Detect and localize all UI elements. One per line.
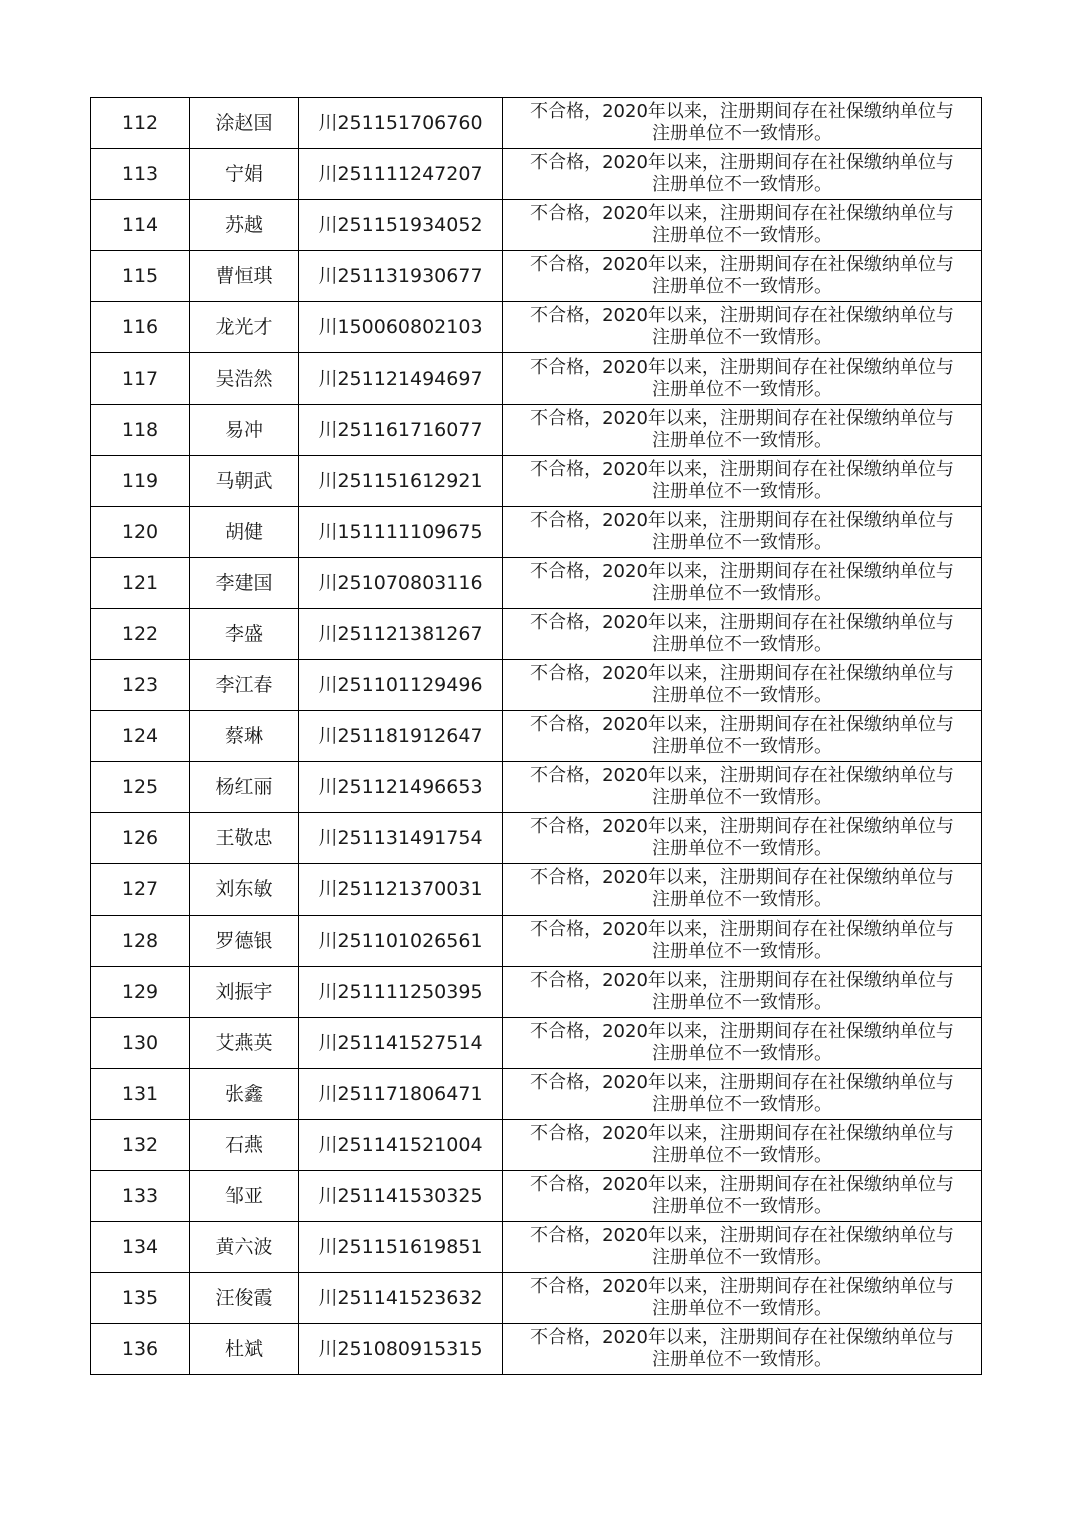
result-text-line-2: 注册单位不一致情形。 — [652, 480, 832, 502]
result-text-line-1: 不合格，2020年以来，注册期间存在社保缴纳单位与 — [530, 101, 954, 123]
row-number-cell: 122 — [91, 608, 190, 659]
person-name-cell: 杜斌 — [190, 1324, 299, 1375]
row-number-cell: 120 — [91, 506, 190, 557]
table-row — [91, 1119, 982, 1170]
results-table-body — [91, 98, 982, 1375]
result-cell — [503, 557, 982, 608]
person-name-cell: 蔡琳 — [190, 711, 299, 762]
row-number-cell: 127 — [91, 864, 190, 915]
result-cell — [503, 302, 982, 353]
row-number-cell: 117 — [91, 353, 190, 404]
row-number-cell: 121 — [91, 557, 190, 608]
row-number-cell: 124 — [91, 711, 190, 762]
certificate-number-cell: 川151111109675 — [299, 506, 503, 557]
result-text-line-2: 注册单位不一致情形。 — [652, 327, 832, 349]
certificate-number-cell: 川251141527514 — [299, 1017, 503, 1068]
result-text-line-1: 不合格，2020年以来，注册期间存在社保缴纳单位与 — [530, 969, 954, 991]
person-name-cell: 苏越 — [190, 200, 299, 251]
person-name-cell: 王敬忠 — [190, 813, 299, 864]
result-text-line-2: 注册单位不一致情形。 — [652, 685, 832, 707]
certificate-number-cell: 川251141521004 — [299, 1119, 503, 1170]
person-name-cell: 张鑫 — [190, 1068, 299, 1119]
table-row — [91, 864, 982, 915]
row-number-cell: 135 — [91, 1273, 190, 1324]
result-text-line-1: 不合格，2020年以来，注册期间存在社保缴纳单位与 — [530, 1071, 954, 1093]
person-name-cell: 艾燕英 — [190, 1017, 299, 1068]
table-row — [91, 1170, 982, 1221]
table-row — [91, 1324, 982, 1375]
table-row — [91, 149, 982, 200]
table-row — [91, 200, 982, 251]
certificate-number-cell: 川251111250395 — [299, 966, 503, 1017]
certificate-number-cell: 川251151612921 — [299, 455, 503, 506]
table-row — [91, 557, 982, 608]
row-number-cell: 133 — [91, 1170, 190, 1221]
person-name-cell: 刘东敏 — [190, 864, 299, 915]
result-text-line-2: 注册单位不一致情形。 — [652, 378, 832, 400]
result-text-line-2: 注册单位不一致情形。 — [652, 1093, 832, 1115]
result-text-line-2: 注册单位不一致情形。 — [652, 1247, 832, 1269]
table-row — [91, 98, 982, 149]
result-cell — [503, 1222, 982, 1273]
result-text-line-2: 注册单位不一致情形。 — [652, 1042, 832, 1064]
row-number-cell: 132 — [91, 1119, 190, 1170]
person-name-cell: 胡健 — [190, 506, 299, 557]
certificate-number-cell: 川251121381267 — [299, 608, 503, 659]
result-cell — [503, 813, 982, 864]
result-text-line-2: 注册单位不一致情形。 — [652, 1144, 832, 1166]
certificate-number-cell: 川251101026561 — [299, 915, 503, 966]
result-text-line-1: 不合格，2020年以来，注册期间存在社保缴纳单位与 — [530, 152, 954, 174]
result-text-line-2: 注册单位不一致情形。 — [652, 991, 832, 1013]
person-name-cell: 汪俊霞 — [190, 1273, 299, 1324]
certificate-number-cell: 川251111247207 — [299, 149, 503, 200]
certificate-number-cell: 川251131930677 — [299, 251, 503, 302]
table-row — [91, 506, 982, 557]
table-row — [91, 455, 982, 506]
table-row — [91, 711, 982, 762]
result-text-line-2: 注册单位不一致情形。 — [652, 1349, 832, 1371]
result-text-line-1: 不合格，2020年以来，注册期间存在社保缴纳单位与 — [530, 765, 954, 787]
result-text-line-2: 注册单位不一致情形。 — [652, 838, 832, 860]
certificate-number-cell: 川251101129496 — [299, 660, 503, 711]
person-name-cell: 李建国 — [190, 557, 299, 608]
row-number-cell: 112 — [91, 98, 190, 149]
result-text-line-1: 不合格，2020年以来，注册期间存在社保缴纳单位与 — [530, 560, 954, 582]
table-row — [91, 404, 982, 455]
certificate-number-cell: 川251171806471 — [299, 1068, 503, 1119]
result-text-line-1: 不合格，2020年以来，注册期间存在社保缴纳单位与 — [530, 867, 954, 889]
result-text-line-1: 不合格，2020年以来，注册期间存在社保缴纳单位与 — [530, 509, 954, 531]
row-number-cell: 136 — [91, 1324, 190, 1375]
row-number-cell: 119 — [91, 455, 190, 506]
result-cell — [503, 966, 982, 1017]
person-name-cell: 刘振宇 — [190, 966, 299, 1017]
table-row — [91, 251, 982, 302]
person-name-cell: 罗德银 — [190, 915, 299, 966]
certificate-number-cell: 川251151934052 — [299, 200, 503, 251]
result-text-line-2: 注册单位不一致情形。 — [652, 787, 832, 809]
person-name-cell: 易冲 — [190, 404, 299, 455]
result-cell — [503, 149, 982, 200]
result-text-line-1: 不合格，2020年以来，注册期间存在社保缴纳单位与 — [530, 918, 954, 940]
result-text-line-1: 不合格，2020年以来，注册期间存在社保缴纳单位与 — [530, 1174, 954, 1196]
result-cell — [503, 98, 982, 149]
result-text-line-1: 不合格，2020年以来，注册期间存在社保缴纳单位与 — [530, 1327, 954, 1349]
result-cell — [503, 1170, 982, 1221]
result-text-line-1: 不合格，2020年以来，注册期间存在社保缴纳单位与 — [530, 816, 954, 838]
table-row — [91, 762, 982, 813]
certificate-number-cell: 川251070803116 — [299, 557, 503, 608]
certificate-number-cell: 川251141530325 — [299, 1170, 503, 1221]
result-cell — [503, 353, 982, 404]
result-cell — [503, 200, 982, 251]
row-number-cell: 118 — [91, 404, 190, 455]
certificate-number-cell: 川251121494697 — [299, 353, 503, 404]
result-cell — [503, 506, 982, 557]
result-text-line-2: 注册单位不一致情形。 — [652, 1196, 832, 1218]
result-text-line-2: 注册单位不一致情形。 — [652, 531, 832, 553]
result-text-line-2: 注册单位不一致情形。 — [652, 736, 832, 758]
row-number-cell: 131 — [91, 1068, 190, 1119]
result-text-line-1: 不合格，2020年以来，注册期间存在社保缴纳单位与 — [530, 611, 954, 633]
table-row — [91, 1017, 982, 1068]
table-row — [91, 608, 982, 659]
person-name-cell: 石燕 — [190, 1119, 299, 1170]
table-row — [91, 1222, 982, 1273]
result-text-line-2: 注册单位不一致情形。 — [652, 582, 832, 604]
result-text-line-2: 注册单位不一致情形。 — [652, 889, 832, 911]
row-number-cell: 114 — [91, 200, 190, 251]
result-cell — [503, 864, 982, 915]
results-table-container — [90, 97, 981, 1375]
person-name-cell: 龙光才 — [190, 302, 299, 353]
result-text-line-1: 不合格，2020年以来，注册期间存在社保缴纳单位与 — [530, 1225, 954, 1247]
result-text-line-2: 注册单位不一致情形。 — [652, 1298, 832, 1320]
certificate-number-cell: 川150060802103 — [299, 302, 503, 353]
table-row — [91, 1273, 982, 1324]
result-cell — [503, 404, 982, 455]
result-text-line-1: 不合格，2020年以来，注册期间存在社保缴纳单位与 — [530, 407, 954, 429]
result-cell — [503, 1068, 982, 1119]
row-number-cell: 125 — [91, 762, 190, 813]
person-name-cell: 曹恒琪 — [190, 251, 299, 302]
result-cell — [503, 1119, 982, 1170]
person-name-cell: 马朝武 — [190, 455, 299, 506]
result-cell — [503, 1017, 982, 1068]
result-cell — [503, 608, 982, 659]
result-text-line-1: 不合格，2020年以来，注册期间存在社保缴纳单位与 — [530, 203, 954, 225]
row-number-cell: 128 — [91, 915, 190, 966]
result-cell — [503, 1324, 982, 1375]
row-number-cell: 115 — [91, 251, 190, 302]
result-text-line-1: 不合格，2020年以来，注册期间存在社保缴纳单位与 — [530, 458, 954, 480]
table-row — [91, 1068, 982, 1119]
table-row — [91, 813, 982, 864]
result-text-line-1: 不合格，2020年以来，注册期间存在社保缴纳单位与 — [530, 1122, 954, 1144]
result-cell — [503, 1273, 982, 1324]
certificate-number-cell: 川251121370031 — [299, 864, 503, 915]
certificate-number-cell: 川251151619851 — [299, 1222, 503, 1273]
certificate-number-cell: 川251151706760 — [299, 98, 503, 149]
result-text-line-1: 不合格，2020年以来，注册期间存在社保缴纳单位与 — [530, 714, 954, 736]
row-number-cell: 129 — [91, 966, 190, 1017]
result-text-line-1: 不合格，2020年以来，注册期间存在社保缴纳单位与 — [530, 1020, 954, 1042]
row-number-cell: 130 — [91, 1017, 190, 1068]
result-cell — [503, 762, 982, 813]
result-text-line-2: 注册单位不一致情形。 — [652, 633, 832, 655]
result-cell — [503, 660, 982, 711]
result-cell — [503, 711, 982, 762]
person-name-cell: 宁娟 — [190, 149, 299, 200]
person-name-cell: 邹亚 — [190, 1170, 299, 1221]
result-text-line-1: 不合格，2020年以来，注册期间存在社保缴纳单位与 — [530, 305, 954, 327]
certificate-number-cell: 川251181912647 — [299, 711, 503, 762]
row-number-cell: 123 — [91, 660, 190, 711]
result-text-line-2: 注册单位不一致情形。 — [652, 276, 832, 298]
table-row — [91, 302, 982, 353]
table-row — [91, 353, 982, 404]
table-row — [91, 660, 982, 711]
results-table — [90, 97, 982, 1375]
table-row — [91, 966, 982, 1017]
row-number-cell: 134 — [91, 1222, 190, 1273]
row-number-cell: 113 — [91, 149, 190, 200]
person-name-cell: 涂赵国 — [190, 98, 299, 149]
result-text-line-1: 不合格，2020年以来，注册期间存在社保缴纳单位与 — [530, 254, 954, 276]
result-text-line-1: 不合格，2020年以来，注册期间存在社保缴纳单位与 — [530, 1276, 954, 1298]
result-cell — [503, 251, 982, 302]
certificate-number-cell: 川251121496653 — [299, 762, 503, 813]
result-cell — [503, 455, 982, 506]
result-text-line-2: 注册单位不一致情形。 — [652, 123, 832, 145]
certificate-number-cell: 川251131491754 — [299, 813, 503, 864]
result-text-line-2: 注册单位不一致情形。 — [652, 429, 832, 451]
result-text-line-1: 不合格，2020年以来，注册期间存在社保缴纳单位与 — [530, 356, 954, 378]
certificate-number-cell: 川251141523632 — [299, 1273, 503, 1324]
result-text-line-2: 注册单位不一致情形。 — [652, 940, 832, 962]
row-number-cell: 116 — [91, 302, 190, 353]
certificate-number-cell: 川251080915315 — [299, 1324, 503, 1375]
person-name-cell: 李江春 — [190, 660, 299, 711]
result-text-line-1: 不合格，2020年以来，注册期间存在社保缴纳单位与 — [530, 663, 954, 685]
person-name-cell: 黄六波 — [190, 1222, 299, 1273]
row-number-cell: 126 — [91, 813, 190, 864]
person-name-cell: 吴浩然 — [190, 353, 299, 404]
result-cell — [503, 915, 982, 966]
certificate-number-cell: 川251161716077 — [299, 404, 503, 455]
result-text-line-2: 注册单位不一致情形。 — [652, 174, 832, 196]
person-name-cell: 李盛 — [190, 608, 299, 659]
result-text-line-2: 注册单位不一致情形。 — [652, 225, 832, 247]
table-row — [91, 915, 982, 966]
person-name-cell: 杨红丽 — [190, 762, 299, 813]
